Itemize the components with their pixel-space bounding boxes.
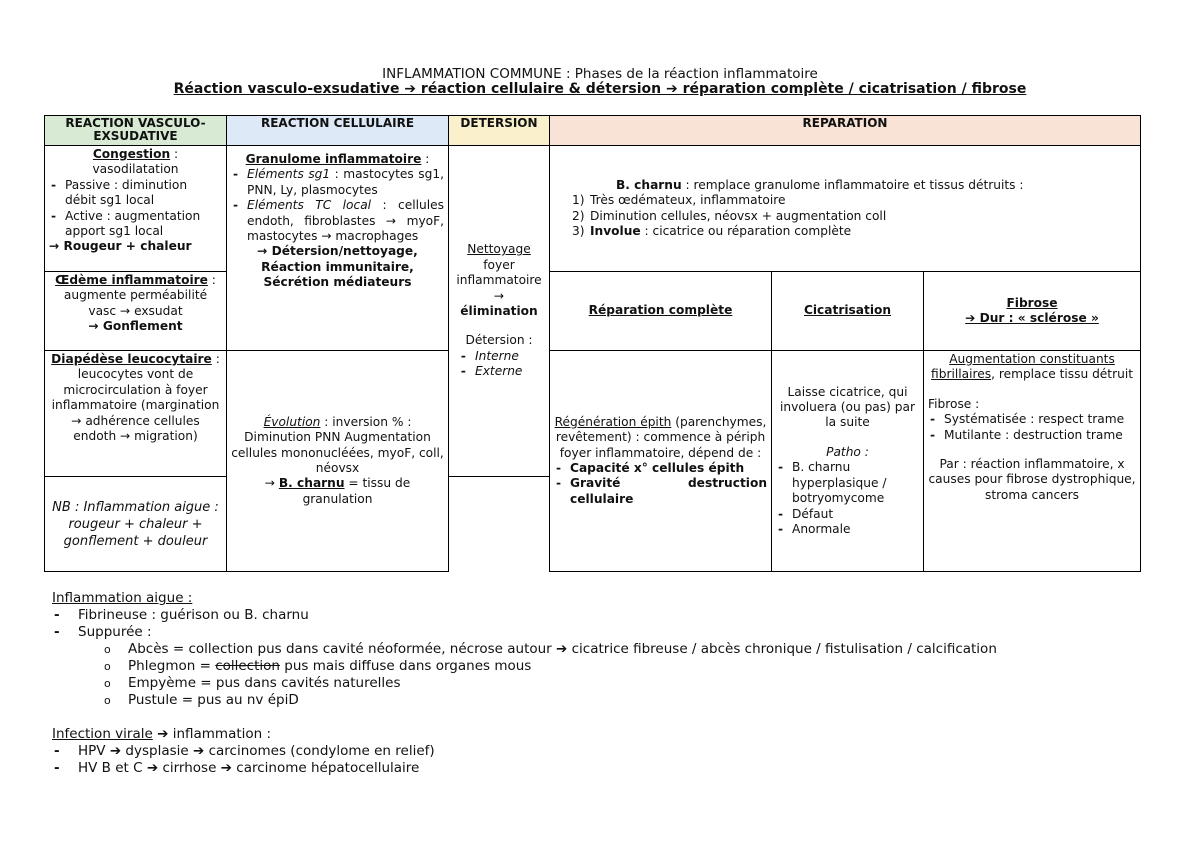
rep-item-3-label: Involue bbox=[590, 223, 641, 238]
virale-post: ➔ inflammation : bbox=[152, 726, 272, 742]
congestion-label: Congestion bbox=[92, 147, 171, 161]
note-abces: o Abcès = collection pus dans cavité néoformée, nécrose autour ➔ cicatrice fibreuse / abcès chronique / fistulisation / calcification bbox=[52, 641, 997, 658]
fibrose-label: Fibrose bbox=[1006, 295, 1058, 310]
note-fibrineuse: - Fibrineuse : guérison ou B. charnu bbox=[52, 607, 997, 624]
note-phlegmon bbox=[52, 658, 997, 675]
elements-sg1-text: : mastocytes sg1, PNN, Ly, plasmocytes bbox=[247, 167, 444, 197]
cell-granulome: Granulome inflammatoire : - Eléments sg1 : mastocytes sg1, PNN, Ly, plasmocytes - Eléments TC local : cellules endoth, fibroblastes → myoF, mastocytes → macrophages → Détersion/nettoyage, Réaction immunitaire, Sécrétion médiateurs bbox=[227, 146, 449, 351]
phlegmon-strike: collection bbox=[215, 658, 280, 674]
elements-tc-label: Eléments TC local bbox=[247, 198, 372, 213]
rep-item-3-text: : cicatrice ou réparation complète bbox=[640, 223, 852, 238]
fibrose-sub: ➔ Dur : « sclérose » bbox=[965, 311, 1099, 325]
notes-section bbox=[52, 590, 997, 777]
cicatrisation-b: - Défaut bbox=[776, 507, 919, 522]
rep-item-1: Très œdémateux, inflammatoire bbox=[590, 193, 786, 208]
fibrose-b: - Mutilante : destruction trame bbox=[928, 428, 1136, 443]
inflammation-aigue-title: Inflammation aigue : bbox=[52, 590, 193, 606]
oedeme-label: Œdème inflammatoire bbox=[55, 273, 208, 287]
phlegmon-pre: Phlegmon = bbox=[128, 658, 216, 674]
cell-diapedese bbox=[45, 351, 227, 477]
note-hpv: - HPV ➔ dysplasie ➔ carcinomes (condylome en relief) bbox=[52, 743, 997, 760]
header-cellulaire: REACTION CELLULAIRE bbox=[227, 116, 449, 146]
oedeme-result: → Gonflement bbox=[88, 319, 183, 334]
fibrose-intro: Fibrose : bbox=[928, 396, 980, 411]
note-hvb: - HV B et C ➔ cirrhose ➔ carcinome hépatocellulaire bbox=[52, 760, 997, 777]
regeneration-a: - Capacité x° cellules épith bbox=[554, 461, 767, 476]
rep-charnu-label: B. charnu bbox=[616, 177, 682, 192]
cell-reparation-complete-head bbox=[550, 272, 772, 351]
oedeme-text: : augmente perméabilité vasc → exsudat bbox=[63, 273, 216, 318]
detersion-interne: - Interne bbox=[459, 349, 545, 364]
elements-sg1-label: Eléments sg1 bbox=[247, 167, 331, 182]
congestion-passive: - Passive : diminution débit sg1 local bbox=[49, 178, 222, 209]
rep-charnu-text: : remplace granulome inflammatoire et tissus détruits : bbox=[681, 177, 1024, 192]
note-pustule: o Pustule = pus au nv épiD bbox=[52, 692, 997, 709]
elements-tc-text: : cellules endoth, fibroblastes → myoF, mastocytes → macrophages bbox=[247, 198, 444, 244]
cell-regeneration bbox=[550, 351, 772, 572]
cell-fibrose bbox=[924, 351, 1141, 572]
cell-oedeme bbox=[45, 272, 227, 351]
fibrose-a: - Systématisée : respect trame bbox=[928, 412, 1136, 427]
virale-label: Infection virale bbox=[52, 726, 153, 742]
infection-virale-title bbox=[52, 726, 997, 743]
header-reparation: REPARATION bbox=[550, 116, 1141, 146]
phlegmon-post: pus mais diffuse dans organes mous bbox=[279, 658, 532, 674]
patho-label: Patho : bbox=[826, 444, 869, 459]
cell-cicatrisation bbox=[772, 351, 924, 572]
elimination-text: élimination bbox=[460, 304, 538, 318]
cell-nb: NB : Inflammation aigue : rougeur + chaleur + gonflement + douleur bbox=[45, 477, 227, 572]
cicatrisation-label: Cicatrisation bbox=[803, 303, 892, 318]
cell-cicatrisation-head bbox=[772, 272, 924, 351]
fibrose-par: Par : réaction inflammatoire, x causes pour fibrose dystrophique, stroma cancers bbox=[928, 457, 1136, 502]
evolution-label: Évolution bbox=[263, 414, 321, 429]
header-row bbox=[45, 116, 1141, 146]
header-vasculo-exsudative: REACTION VASCULO-EXSUDATIVE bbox=[45, 116, 227, 146]
granulome-label: Granulome inflammatoire bbox=[245, 152, 422, 166]
page-subtitle: Réaction vasculo-exsudative ➔ réaction cellulaire & détersion ➔ réparation complète / cicatrisation / fibrose bbox=[173, 81, 1027, 97]
diapedese-label: Diapédèse leucocytaire bbox=[51, 352, 212, 366]
cell-congestion bbox=[45, 146, 227, 272]
note-empyeme: o Empyème = pus dans cavités naturelles bbox=[52, 675, 997, 692]
evolution-text: : inversion % : Diminution PNN Augmentation cellules mononucléées, myoF, coll, néovsx bbox=[231, 414, 444, 475]
foyer-text: foyer inflammatoire → bbox=[456, 257, 542, 303]
header-detersion: DETERSION bbox=[449, 116, 550, 146]
granulome-result: → Détersion/nettoyage, Réaction immunitaire, Sécrétion médiateurs bbox=[257, 244, 418, 290]
congestion-active: - Active : augmentation apport sg1 local bbox=[49, 209, 222, 240]
regeneration-text: (parenchymes, revêtement) : commence à périph foyer inflammatoire, dépend de : bbox=[555, 414, 767, 460]
page-title: INFLAMMATION COMMUNE : Phases de la réaction inflammatoire bbox=[382, 66, 818, 82]
cell-fibrose-head bbox=[924, 272, 1141, 351]
fibrose-constituants-text: , remplace tissu détruit bbox=[991, 367, 1133, 382]
reparation-complete-label: Réparation complète bbox=[588, 303, 733, 318]
diapedese-text: : leucocytes vont de microcirculation à foyer inflammatoire (margination → adhérence cellules endoth → migration) bbox=[51, 352, 220, 444]
fibrose-constituants-label: Augmentation constituants fibrillaires bbox=[931, 352, 1115, 382]
note-suppuree: - Suppurée : bbox=[52, 624, 997, 641]
detersion-label: Détersion : bbox=[465, 333, 533, 348]
regeneration-label: Régénération épith bbox=[554, 414, 672, 429]
cell-detersion bbox=[449, 146, 550, 477]
rep-item-2: Diminution cellules, néovsx + augmentation coll bbox=[590, 208, 887, 223]
cicatrisation-c: - Anormale bbox=[776, 522, 919, 537]
phases-table bbox=[44, 115, 1141, 572]
congestion-text: : vasodilatation bbox=[92, 147, 179, 177]
cell-evolution bbox=[227, 351, 449, 572]
regeneration-b: - Gravité destruction cellulaire bbox=[554, 476, 767, 507]
evolution-charnu-text: = tissu de granulation bbox=[302, 476, 411, 506]
evolution-charnu-label: B. charnu bbox=[278, 476, 345, 491]
cicatrisation-text: Laisse cicatrice, qui involuera (ou pas) par la suite bbox=[780, 384, 915, 430]
congestion-result: → Rougeur + chaleur bbox=[49, 239, 192, 254]
nettoyage-label: Nettoyage bbox=[467, 242, 531, 257]
cell-bourgeon-charnu: B. charnu : remplace granulome inflammatoire et tissus détruits : 1) Très œdémateux, inflammatoire 2) Diminution cellules, néovsx + augmentation coll 3) Involue : cicatrice ou réparation complète bbox=[550, 146, 1141, 272]
cicatrisation-a: - B. charnu hyperplasique / botryomycome bbox=[776, 460, 919, 506]
detersion-externe: - Externe bbox=[459, 364, 545, 379]
evolution-arrow: → bbox=[264, 476, 279, 491]
